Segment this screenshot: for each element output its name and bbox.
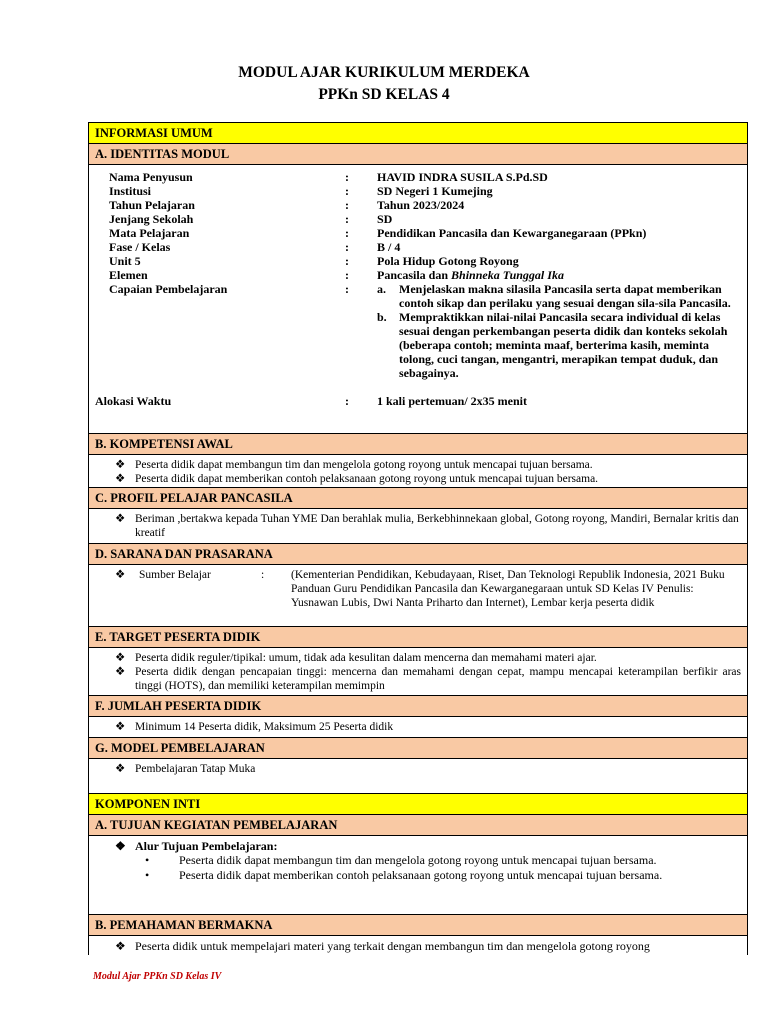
diamond-bullet-icon: ❖ <box>115 513 126 525</box>
identitas-label: Tahun Pelajaran <box>109 198 195 212</box>
identitas-colon: : <box>345 184 349 198</box>
section-profil-pelajar: C. PROFIL PELAJAR PANCASILA <box>88 487 748 508</box>
identitas-label: Nama Penyusun <box>109 170 193 184</box>
elemen-row <box>95 268 741 282</box>
identitas-value: Pola Hidup Gotong Royong <box>377 254 519 268</box>
diamond-bullet-icon: ❖ <box>115 459 126 471</box>
capaian-list <box>377 282 741 380</box>
diamond-bullet-icon: ❖ <box>115 721 126 733</box>
alokasi-label: Alokasi Waktu <box>95 394 172 408</box>
section-model: G. MODEL PEMBELAJARAN <box>88 737 748 758</box>
section-pemahaman: B. PEMAHAMAN BERMAKNA <box>88 914 748 935</box>
alokasi-row <box>95 394 741 408</box>
bullet-text: Peserta didik dengan pencapaian tinggi: mencerna dan memahami dengan cepat, mampu mencapai keterampilan berfikir aras tinggi (HOTS), dan memiliki keterampilan memimpin <box>135 666 741 692</box>
model-content <box>88 758 748 793</box>
identitas-colon: : <box>345 198 349 212</box>
identitas-row <box>95 226 741 240</box>
identitas-content <box>88 164 748 433</box>
pemahaman-content <box>88 935 748 955</box>
section-identitas-modul: A. IDENTITAS MODUL <box>88 143 748 164</box>
capaian-item <box>377 310 735 380</box>
section-sarana: D. SARANA DAN PRASARANA <box>88 543 748 564</box>
identitas-row <box>95 240 741 254</box>
list-item <box>95 868 741 883</box>
list-item <box>95 853 741 868</box>
identitas-label: Institusi <box>109 184 152 198</box>
capaian-text: Menjelaskan makna silasila Pancasila serta dapat memberikan contoh sikap dan perilaku yang sesuai dengan sila-sila Pancasila. <box>399 282 731 310</box>
section-kompetensi-awal: B. KOMPETENSI AWAL <box>88 433 748 454</box>
kompetensi-content <box>88 454 748 487</box>
identitas-colon: : <box>345 254 349 268</box>
diamond-bullet-icon: ❖ <box>115 763 126 775</box>
capaian-label: Capaian Pembelajaran <box>109 282 228 296</box>
identitas-colon: : <box>345 212 349 226</box>
list-item <box>95 651 741 665</box>
section-jumlah: F. JUMLAH PESERTA DIDIK <box>88 695 748 716</box>
elemen-label: Elemen <box>109 268 148 282</box>
sumber-belajar-item <box>95 568 741 610</box>
elemen-value-italic: Bhinneka Tunggal Ika <box>451 268 564 282</box>
sumber-colon: : <box>261 569 265 581</box>
diamond-bullet-icon: ❖ <box>115 473 126 485</box>
identitas-colon: : <box>345 170 349 184</box>
elemen-colon: : <box>345 268 349 282</box>
identitas-value: Pendidikan Pancasila dan Kewarganegaraan (PPkn) <box>377 226 647 240</box>
identitas-colon: : <box>345 226 349 240</box>
identitas-grid <box>95 170 741 268</box>
identitas-row <box>95 254 741 268</box>
identitas-row <box>95 184 741 198</box>
elemen-value-plain: Pancasila dan <box>377 268 452 282</box>
jumlah-content <box>88 716 748 737</box>
tujuan-content <box>88 835 748 914</box>
profil-content <box>88 508 748 543</box>
bullet-text: Peserta didik dapat membangun tim dan mengelola gotong royong untuk mencapai tujuan bersama. <box>179 853 657 867</box>
identitas-value: HAVID INDRA SUSILA S.Pd.SD <box>377 170 548 184</box>
bullet-text: Peserta didik dapat membangun tim dan mengelola gotong royong untuk mencapai tujuan bersama. <box>135 459 593 471</box>
bullet-text: Peserta didik reguler/tipikal: umum, tidak ada kesulitan dalam mencerna dan memahami materi ajar. <box>135 652 597 664</box>
sumber-label: Sumber Belajar <box>139 569 211 581</box>
diamond-bullet-icon: ❖ <box>115 666 126 678</box>
module-table <box>88 122 748 955</box>
capaian-letter: a. <box>377 282 386 296</box>
list-item <box>95 762 741 776</box>
section-tujuan: A. TUJUAN KEGIATAN PEMBELAJARAN <box>88 814 748 835</box>
capaian-row <box>95 282 741 380</box>
elemen-value <box>377 268 741 282</box>
capaian-colon: : <box>345 282 349 296</box>
alokasi-value: 1 kali pertemuan/ 2x35 menit <box>377 394 527 408</box>
sarana-content <box>88 564 748 626</box>
dot-bullet-icon: • <box>145 868 150 882</box>
list-item <box>95 458 741 472</box>
target-content <box>88 647 748 695</box>
list-item <box>95 472 741 486</box>
diamond-bullet-icon: ❖ <box>115 652 126 664</box>
sumber-text: (Kementerian Pendidikan, Kebudayaan, Riset, Dan Teknologi Republik Indonesia, 2021 Buku Panduan Guru Pendidikan Pancasila dan Kewarganegaraan untuk SD Kelas IV Penulis: Yusnawan Lubis, Dwi Nanta Priharto dan Internet), Lembar kerja peserta didik <box>291 569 725 609</box>
section-informasi-umum: INFORMASI UMUM <box>88 122 748 143</box>
identitas-colon: : <box>345 240 349 254</box>
alokasi-colon: : <box>345 394 349 408</box>
bullet-text: Peserta didik untuk mempelajari materi yang terkait dengan membangun tim dan mengelola gotong royong <box>135 939 650 953</box>
identitas-value: Tahun 2023/2024 <box>377 198 465 212</box>
bullet-text: Beriman ,bertakwa kepada Tuhan YME Dan berahlak mulia, Berkebhinnekaan global, Gotong royong, Mandiri, Bernalar kritis dan kreatif <box>135 513 739 539</box>
section-target: E. TARGET PESERTA DIDIK <box>88 626 748 647</box>
list-item <box>95 720 741 734</box>
bullet-text: Minimum 14 Peserta didik, Maksimum 25 Peserta didik <box>135 721 394 733</box>
diamond-bullet-icon: ❖ <box>115 569 126 581</box>
diamond-bullet-icon: ❖ <box>115 839 126 853</box>
capaian-text: Mempraktikkan nilai-nilai Pancasila secara individual di kelas sesuai dengan perkembangan peserta didik dan konteks sekolah (beberapa contoh; meminta maaf, berterima kasih, meminta tolong, cuci tangan, mengantri, merapikan tempat duduk, dan sebagainya. <box>399 310 728 380</box>
list-item <box>95 512 741 540</box>
alur-heading <box>95 839 741 853</box>
dot-bullet-icon: • <box>145 853 150 867</box>
identitas-label: Mata Pelajaran <box>109 226 190 240</box>
alur-text: Alur Tujuan Pembelajaran: <box>135 839 278 853</box>
page-footer: Modul Ajar PPKn SD Kelas IV <box>93 971 222 982</box>
identitas-label: Jenjang Sekolah <box>109 212 194 226</box>
list-item <box>95 665 741 693</box>
capaian-letter: b. <box>377 310 387 324</box>
identitas-row <box>95 212 741 226</box>
list-item <box>95 939 741 953</box>
identitas-row <box>95 198 741 212</box>
document-subtitle: PPKn SD KELAS 4 <box>318 86 450 103</box>
identitas-value: SD <box>377 212 393 226</box>
document-title: MODUL AJAR KURIKULUM MERDEKA <box>238 64 530 81</box>
identitas-label: Unit 5 <box>109 254 141 268</box>
capaian-item <box>377 282 735 310</box>
identitas-value: B / 4 <box>377 240 401 254</box>
identitas-value: SD Negeri 1 Kumejing <box>377 184 493 198</box>
identitas-label: Fase / Kelas <box>109 240 171 254</box>
bullet-text: Peserta didik dapat memberikan contoh pelaksanaan gotong royong untuk mencapai tujuan bersama. <box>135 473 599 485</box>
bullet-text: Peserta didik dapat memberikan contoh pelaksanaan gotong royong untuk mencapai tujuan bersama. <box>179 868 663 882</box>
section-komponen-inti: KOMPONEN INTI <box>88 793 748 814</box>
diamond-bullet-icon: ❖ <box>115 939 126 953</box>
identitas-row <box>95 170 741 184</box>
bullet-text: Pembelajaran Tatap Muka <box>135 763 256 775</box>
